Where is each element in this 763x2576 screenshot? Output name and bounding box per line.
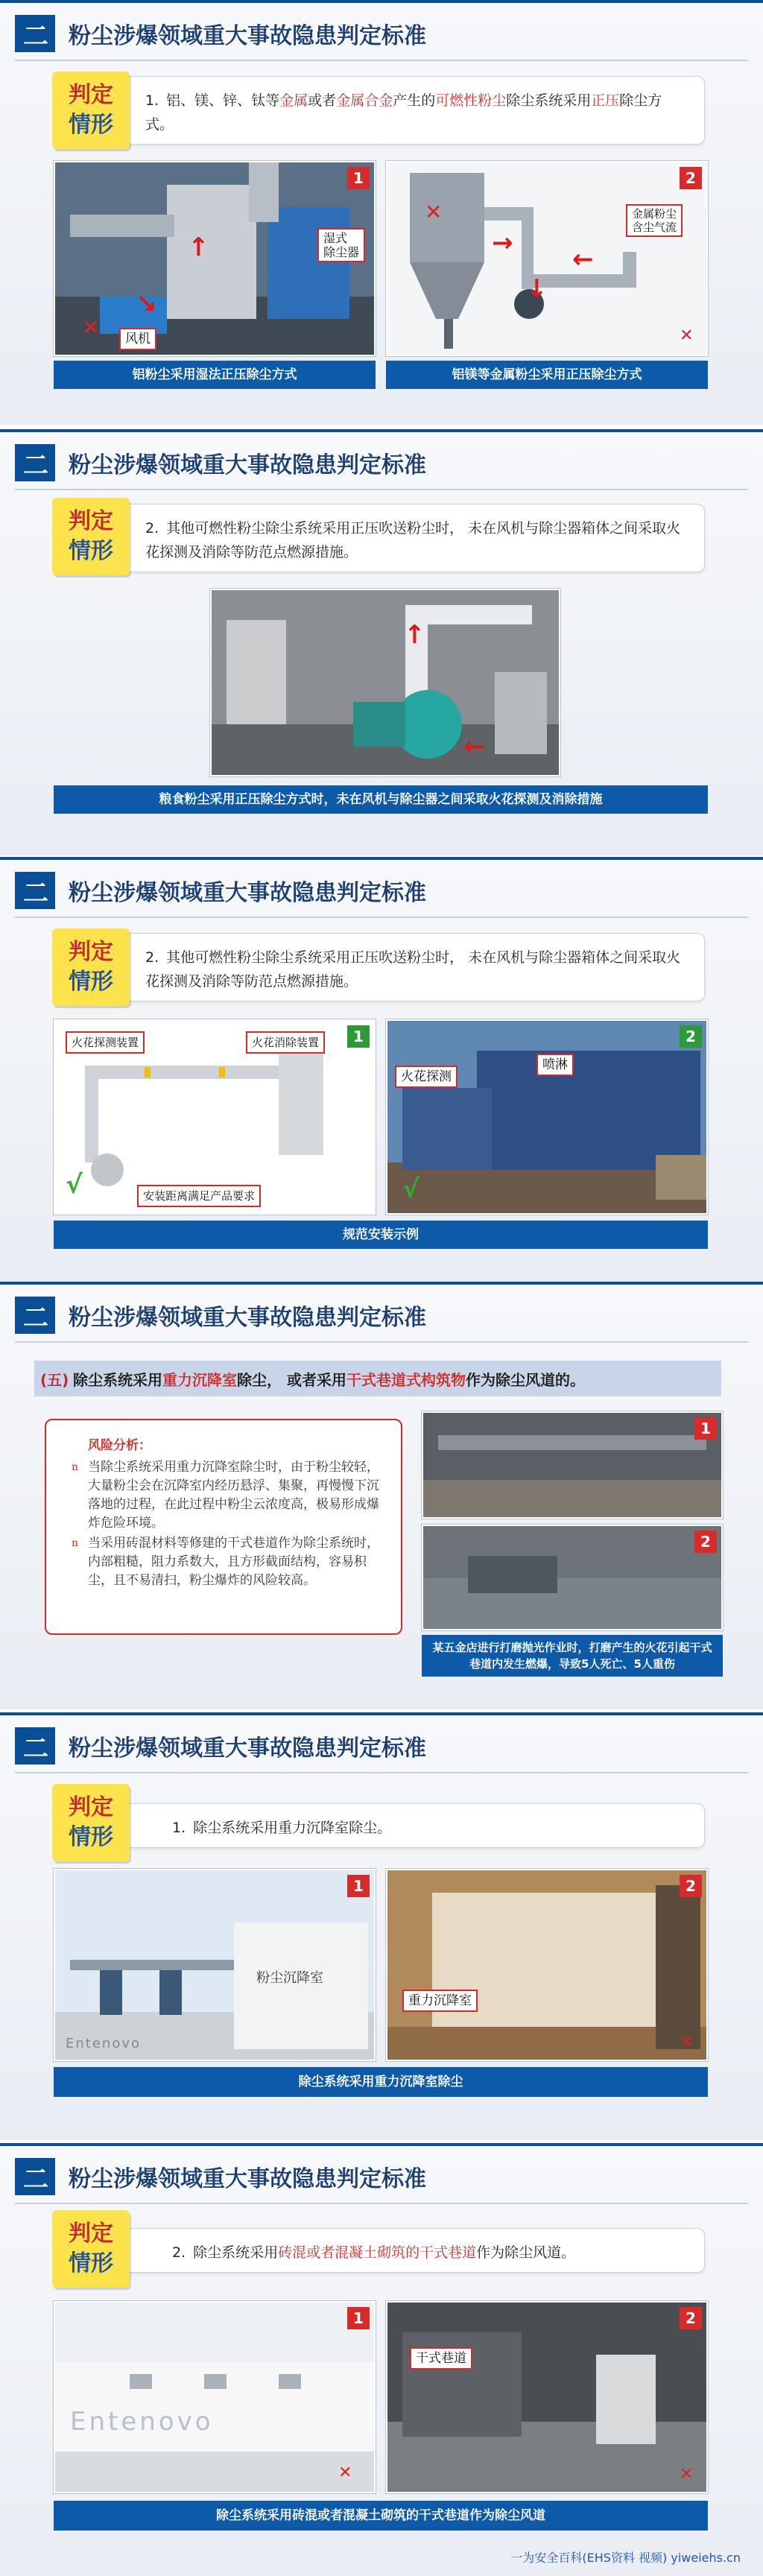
criterion-text: 产生的 — [393, 92, 436, 109]
badge-line-1: 判定 — [69, 939, 113, 965]
criterion-number: 2. — [172, 2244, 186, 2261]
risk-analysis-box — [45, 1419, 402, 1635]
violation-x-icon: ✕ — [680, 2033, 694, 2051]
photo-caption: 铝镁等金属粉尘采用正压除尘方式 — [386, 361, 708, 389]
section-title: 粉尘涉爆领域重大事故隐患判定标准 — [69, 1305, 426, 1331]
photo-caption: 粮食粉尘采用正压除尘方式时，未在风机与除尘器之间采取火花探测及消除措施 — [54, 785, 708, 814]
slide-1 — [0, 0, 763, 425]
standard-clause-strip — [34, 1361, 721, 1396]
photo-caption: 规范安装示例 — [54, 1221, 708, 1249]
section-number: 二 — [15, 444, 55, 481]
slide-5 — [0, 1712, 763, 2140]
photo-number: 1 — [347, 2307, 370, 2329]
tunnel-worker-photo — [387, 2303, 708, 2493]
photo-2 — [422, 1525, 723, 1630]
airflow-arrow: → — [492, 228, 513, 258]
section-title: 粉尘涉爆领域重大事故隐患判定标准 — [69, 880, 426, 906]
badge-line-1: 判定 — [69, 508, 113, 534]
photo-2 — [386, 1869, 708, 2061]
section-number: 二 — [15, 1727, 55, 1765]
slide-header — [15, 872, 748, 909]
section-number: 二 — [15, 1297, 55, 1334]
clause-text: 作为除尘风道的。 — [465, 1370, 585, 1389]
criterion-number: 1. — [172, 1820, 186, 1836]
criterion-number: 1. — [145, 92, 159, 109]
badge-line-2: 情形 — [69, 2250, 113, 2276]
criterion-text: 除尘系统采用 — [193, 2244, 279, 2261]
clause-text: 除尘系统采用 — [73, 1370, 162, 1389]
footer-source: 一为安全百科(EHS资料 视频) yiweiehs.cn — [510, 2551, 741, 2565]
badge-line-1: 判定 — [69, 82, 113, 108]
criterion-text: 或者 — [308, 92, 337, 109]
violation-x-icon: ✕ — [425, 200, 443, 224]
slide-header — [15, 2158, 748, 2195]
slide-4 — [0, 1282, 763, 1709]
watermark-logo: Entenovo — [66, 2036, 141, 2051]
criterion-highlight: 砖混或者混凝土砌筑的干式巷道 — [278, 2244, 477, 2261]
photo-number: 1 — [694, 1417, 717, 1440]
cyclone-diagram — [387, 162, 708, 356]
header-divider — [15, 1341, 748, 1343]
photo-1 — [54, 1019, 376, 1215]
section-title: 粉尘涉爆领域重大事故隐患判定标准 — [69, 1735, 426, 1762]
criterion-text: 除尘方式。 — [145, 92, 662, 133]
criterion-text: 铝、镁、锌、钛等 — [166, 92, 280, 109]
criterion-highlight: 金属合金 — [336, 92, 393, 109]
section-number: 二 — [15, 872, 55, 909]
risk-title: 风险分析： — [88, 1438, 151, 1453]
chamber-interior-photo — [387, 1870, 708, 2061]
badge-line-2: 情形 — [69, 112, 113, 138]
spark-detection-label: 火花探测 — [395, 1066, 458, 1088]
photo-caption: 除尘系统采用重力沉降室除尘 — [54, 2067, 708, 2097]
header-divider — [15, 917, 748, 918]
spark-extinguisher-label: 火花消除装置 — [246, 1031, 325, 1054]
section-number: 二 — [15, 15, 55, 52]
clause-number: (五) — [40, 1370, 69, 1389]
risk-paragraph: n 当除尘系统采用重力沉降室除尘时，由于粉尘较轻，大量粉尘会在沉降室内经历悬浮、集聚，再慢慢下沉落地的过程，在此过程中粉尘云浓度高，极易形成爆炸危险环境。 — [88, 1458, 382, 1533]
section-title: 粉尘涉爆领域重大事故隐患判定标准 — [69, 452, 426, 478]
settling-chamber-label: 粉尘沉降室 — [256, 1970, 323, 1986]
dust-collector-photo — [387, 1021, 708, 1215]
criterion-number: 2. — [145, 520, 159, 537]
violation-x-icon: ✕ — [680, 2465, 694, 2484]
settling-chamber-render — [55, 1870, 376, 2061]
compliant-check-icon: √ — [66, 1170, 83, 1200]
slide-header — [15, 1727, 748, 1765]
photo-number: 1 — [347, 167, 370, 189]
photo-1 — [54, 2301, 376, 2493]
compliant-check-icon: √ — [402, 1174, 420, 1204]
criterion-text: 除尘系统采用 — [506, 92, 592, 109]
criterion-highlight: 正压 — [591, 92, 620, 109]
header-divider — [15, 489, 748, 490]
judgement-badge — [52, 498, 130, 575]
slide-6 — [0, 2143, 763, 2576]
distance-requirement-label: 安装距离满足产品要求 — [137, 1185, 261, 1207]
photo-number: 2 — [680, 1025, 702, 1048]
judgement-badge — [52, 72, 130, 149]
judgement-badge — [52, 2210, 130, 2288]
criterion-highlight: 可燃性粉尘 — [435, 92, 507, 109]
clause-highlight: 重力沉降室 — [162, 1370, 237, 1389]
airflow-arrow: ↑ — [404, 620, 425, 650]
criterion-text: 其他可燃性粉尘除尘系统采用正压吹送粉尘时， 未在风机与除尘器箱体之间采取火花探测及消除等防范点燃源措施。 — [145, 520, 681, 560]
slide-header — [15, 15, 748, 52]
section-title: 粉尘涉爆领域重大事故隐患判定标准 — [69, 2166, 426, 2192]
photo-number: 2 — [680, 167, 702, 189]
wet-collector-label: 湿式 除尘器 — [317, 228, 365, 262]
badge-line-2: 情形 — [69, 538, 113, 564]
airflow-arrow: ↓ — [526, 274, 548, 304]
fan-room-photo — [212, 590, 560, 776]
metal-dust-label: 金属粉尘 含尘气流 — [626, 204, 683, 237]
photo-caption: 铝粉尘采用湿法正压除尘方式 — [54, 361, 376, 389]
judgement-badge — [52, 928, 130, 1006]
criterion-box — [119, 2228, 705, 2273]
photo-2 — [386, 2301, 708, 2493]
slide-3 — [0, 857, 763, 1282]
judgement-badge — [52, 1784, 130, 1861]
criterion-text: 作为除尘风道。 — [476, 2244, 576, 2261]
header-divider — [15, 1772, 748, 1773]
violation-x-icon: ✕ — [82, 315, 100, 340]
criterion-highlight: 金属 — [279, 92, 308, 109]
clause-text: 除尘， 或者采用 — [237, 1370, 346, 1389]
section-title: 粉尘涉爆领域重大事故隐患判定标准 — [69, 23, 426, 49]
explosion-site-photo — [423, 1413, 723, 1519]
dry-tunnel-render — [55, 2303, 376, 2493]
photo-1 — [54, 1869, 376, 2061]
photo-1 — [54, 161, 376, 356]
spray-label: 喷淋 — [536, 1054, 574, 1076]
airflow-arrow: ← — [463, 732, 485, 762]
airflow-arrow: ← — [572, 244, 594, 274]
slide-header — [15, 1297, 748, 1334]
badge-line-2: 情形 — [69, 1824, 113, 1850]
debris-photo — [423, 1526, 723, 1630]
criterion-box — [119, 933, 705, 1001]
spark-detector-label: 火花探测装置 — [66, 1031, 145, 1054]
photo-2 — [386, 161, 708, 356]
photo-number: 2 — [680, 1875, 702, 1897]
violation-x-icon: ✕ — [338, 2463, 352, 2482]
criterion-number: 2. — [145, 949, 159, 966]
violation-x-icon: ✕ — [680, 326, 694, 345]
dry-tunnel-label: 干式巷道 — [410, 2347, 472, 2370]
photo-number: 2 — [694, 1531, 717, 1553]
airflow-arrow: ↘ — [136, 289, 157, 319]
slide-header — [15, 444, 748, 481]
airflow-arrow: ↑ — [188, 232, 209, 262]
photo-caption: 除尘系统采用砖混或者混凝土砌筑的干式巷道作为除尘风道 — [54, 2501, 708, 2531]
header-divider — [15, 60, 748, 61]
photo-1 — [422, 1411, 723, 1519]
photo-fan — [210, 589, 560, 776]
header-divider — [15, 2203, 748, 2204]
watermark-logo: Entenovo — [70, 2407, 214, 2437]
criterion-text: 除尘系统采用重力沉降室除尘。 — [193, 1820, 392, 1836]
photo-number: 1 — [347, 1875, 370, 1897]
criterion-box — [119, 76, 705, 145]
criterion-box — [119, 504, 705, 572]
section-number: 二 — [15, 2158, 55, 2195]
slide-2 — [0, 429, 763, 855]
badge-line-1: 判定 — [69, 2221, 113, 2247]
fan-label: 风机 — [119, 328, 156, 350]
photo-2 — [386, 1019, 708, 1215]
gravity-chamber-label: 重力沉降室 — [402, 1990, 478, 2012]
badge-line-1: 判定 — [69, 1794, 113, 1820]
photo-number: 2 — [680, 2307, 702, 2329]
risk-paragraph: n 当采用砖混材料等修建的干式巷道作为除尘系统时，内部粗糙，阻力系数大，且方形截面结构，容易积尘，且不易清扫，粉尘爆炸的风险较高。 — [88, 1534, 382, 1590]
criterion-text: 其他可燃性粉尘除尘系统采用正压吹送粉尘时， 未在风机与除尘器箱体之间采取火花探测及消除等防范点燃源措施。 — [145, 949, 681, 990]
badge-line-2: 情形 — [69, 969, 113, 995]
clause-highlight: 干式巷道式构筑物 — [346, 1370, 466, 1389]
criterion-box — [119, 1803, 705, 1848]
photo-number: 1 — [347, 1025, 370, 1048]
photo-caption: 某五金店进行打磨抛光作业时，打磨产生的火花引起干式巷道内发生燃爆，导致5人死亡、5人重伤 — [422, 1635, 723, 1677]
